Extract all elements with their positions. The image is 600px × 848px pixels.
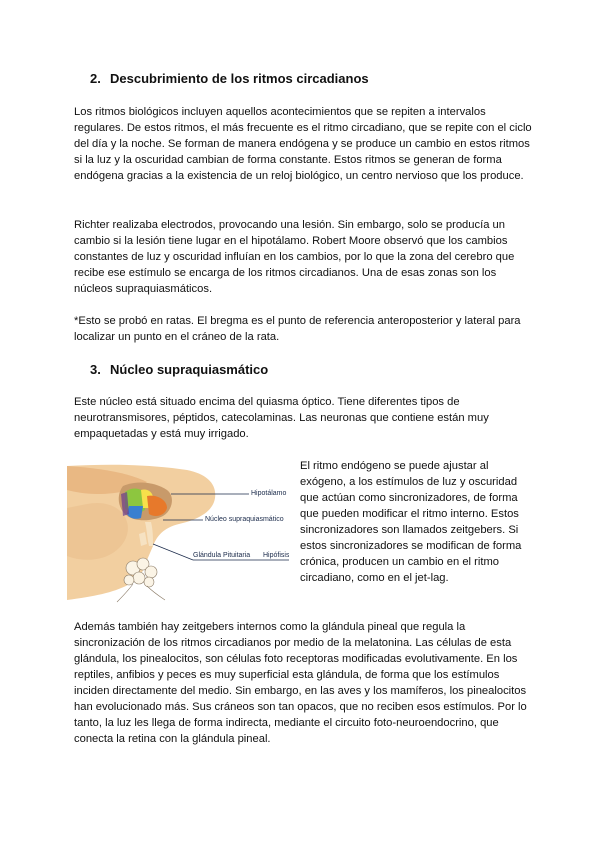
section-heading-3 bbox=[90, 362, 268, 377]
label-hipofisis: Hipófisis bbox=[263, 552, 289, 559]
label-glandula-pituitaria: Glándula Pituitaria bbox=[193, 552, 251, 559]
section-number: 3. bbox=[90, 362, 101, 377]
section-heading-2 bbox=[90, 71, 369, 86]
label-hipotalamo: Hipotálamo bbox=[251, 490, 287, 497]
brain-diagram-svg bbox=[67, 464, 289, 608]
paragraph-nota-ratas: *Esto se probó en ratas. El bregma es el punto de referencia anteroposterior y lateral para localizar un punto en el cráneo de la rata. bbox=[74, 315, 521, 343]
brain-diagram-figure bbox=[67, 464, 289, 608]
paragraph-richter: Richter realizaba electrodos, provocando una lesión. Sin embargo, solo se producía un cambio si la lesión tiene lugar en el hipotálamo. Robert Moore observó que los cambios constantes de luz y oscuridad influían en los cambios, por lo que la zona del cerebro que recibe ese estímulo se encarga de los ritmos circadianos. Una de esas zonas son los núcleos supraquiasmáticos. bbox=[74, 219, 515, 295]
section-number: 2. bbox=[90, 71, 101, 86]
paragraph-glandula-pineal: Además también hay zeitgebers internos como la glándula pineal que regula la sincronización de los ritmos circadianos por medio de la melatonina. Las células de esta glándula, los pinealocitos, son células foto receptoras modificadas evolutivamente. En los reptiles, anfibios y peces es muy superficial esta glándula, de forma que los estímulos inciden directamente del medio. Sin embargo, en las aves y los mamíferos, los pinealocitos han evolucionado más. Sus cráneos son tan opacos, que no reciben esos estímulos. Por lo tanto, la luz les llega de forma indirecta, mediante el circuito foto-neuroendocrino, que conecta la retina con la glándula pineal. bbox=[74, 621, 527, 745]
label-nucleo-supraquiasmatico: Núcleo supraquiasmático bbox=[205, 516, 284, 523]
paragraph-nucleo: Este núcleo está situado encima del quiasma óptico. Tiene diferentes tipos de neurotransmisores, péptidos, catecolaminas. Las neuronas que contiene están muy empaquetadas y está muy irrigado. bbox=[74, 396, 489, 440]
section-title: Núcleo supraquiasmático bbox=[110, 362, 269, 377]
paragraph-zeitgebers: El ritmo endógeno se puede ajustar al exógeno, a los estímulos de luz y oscuridad que actúan como sincronizadores, de forma que pueden modificar el ritmo interno. Estos sincronizadores son llamados zeitgebers. Si estos sincronizadores se modifican de forma crónica, producen un cambio en el ritmo circadiano, como en el jet-lag. bbox=[300, 460, 522, 584]
section-title: Descubrimiento de los ritmos circadianos bbox=[110, 71, 369, 86]
paragraph-ritmos-biologicos: Los ritmos biológicos incluyen aquellos acontecimientos que se repiten a intervalos regulares. De estos ritmos, el más frecuente es el ritmo circadiano, que se repite con el ciclo del día y la noche. Se forman de manera endógena y se produce un cambio en estos ritmos si la luz y la oscuridad cambian de forma constante. Estos ritmos se generan de forma endógena gracias a la existencia de un reloj biológico, un centro nervioso que los produce. bbox=[74, 106, 532, 182]
